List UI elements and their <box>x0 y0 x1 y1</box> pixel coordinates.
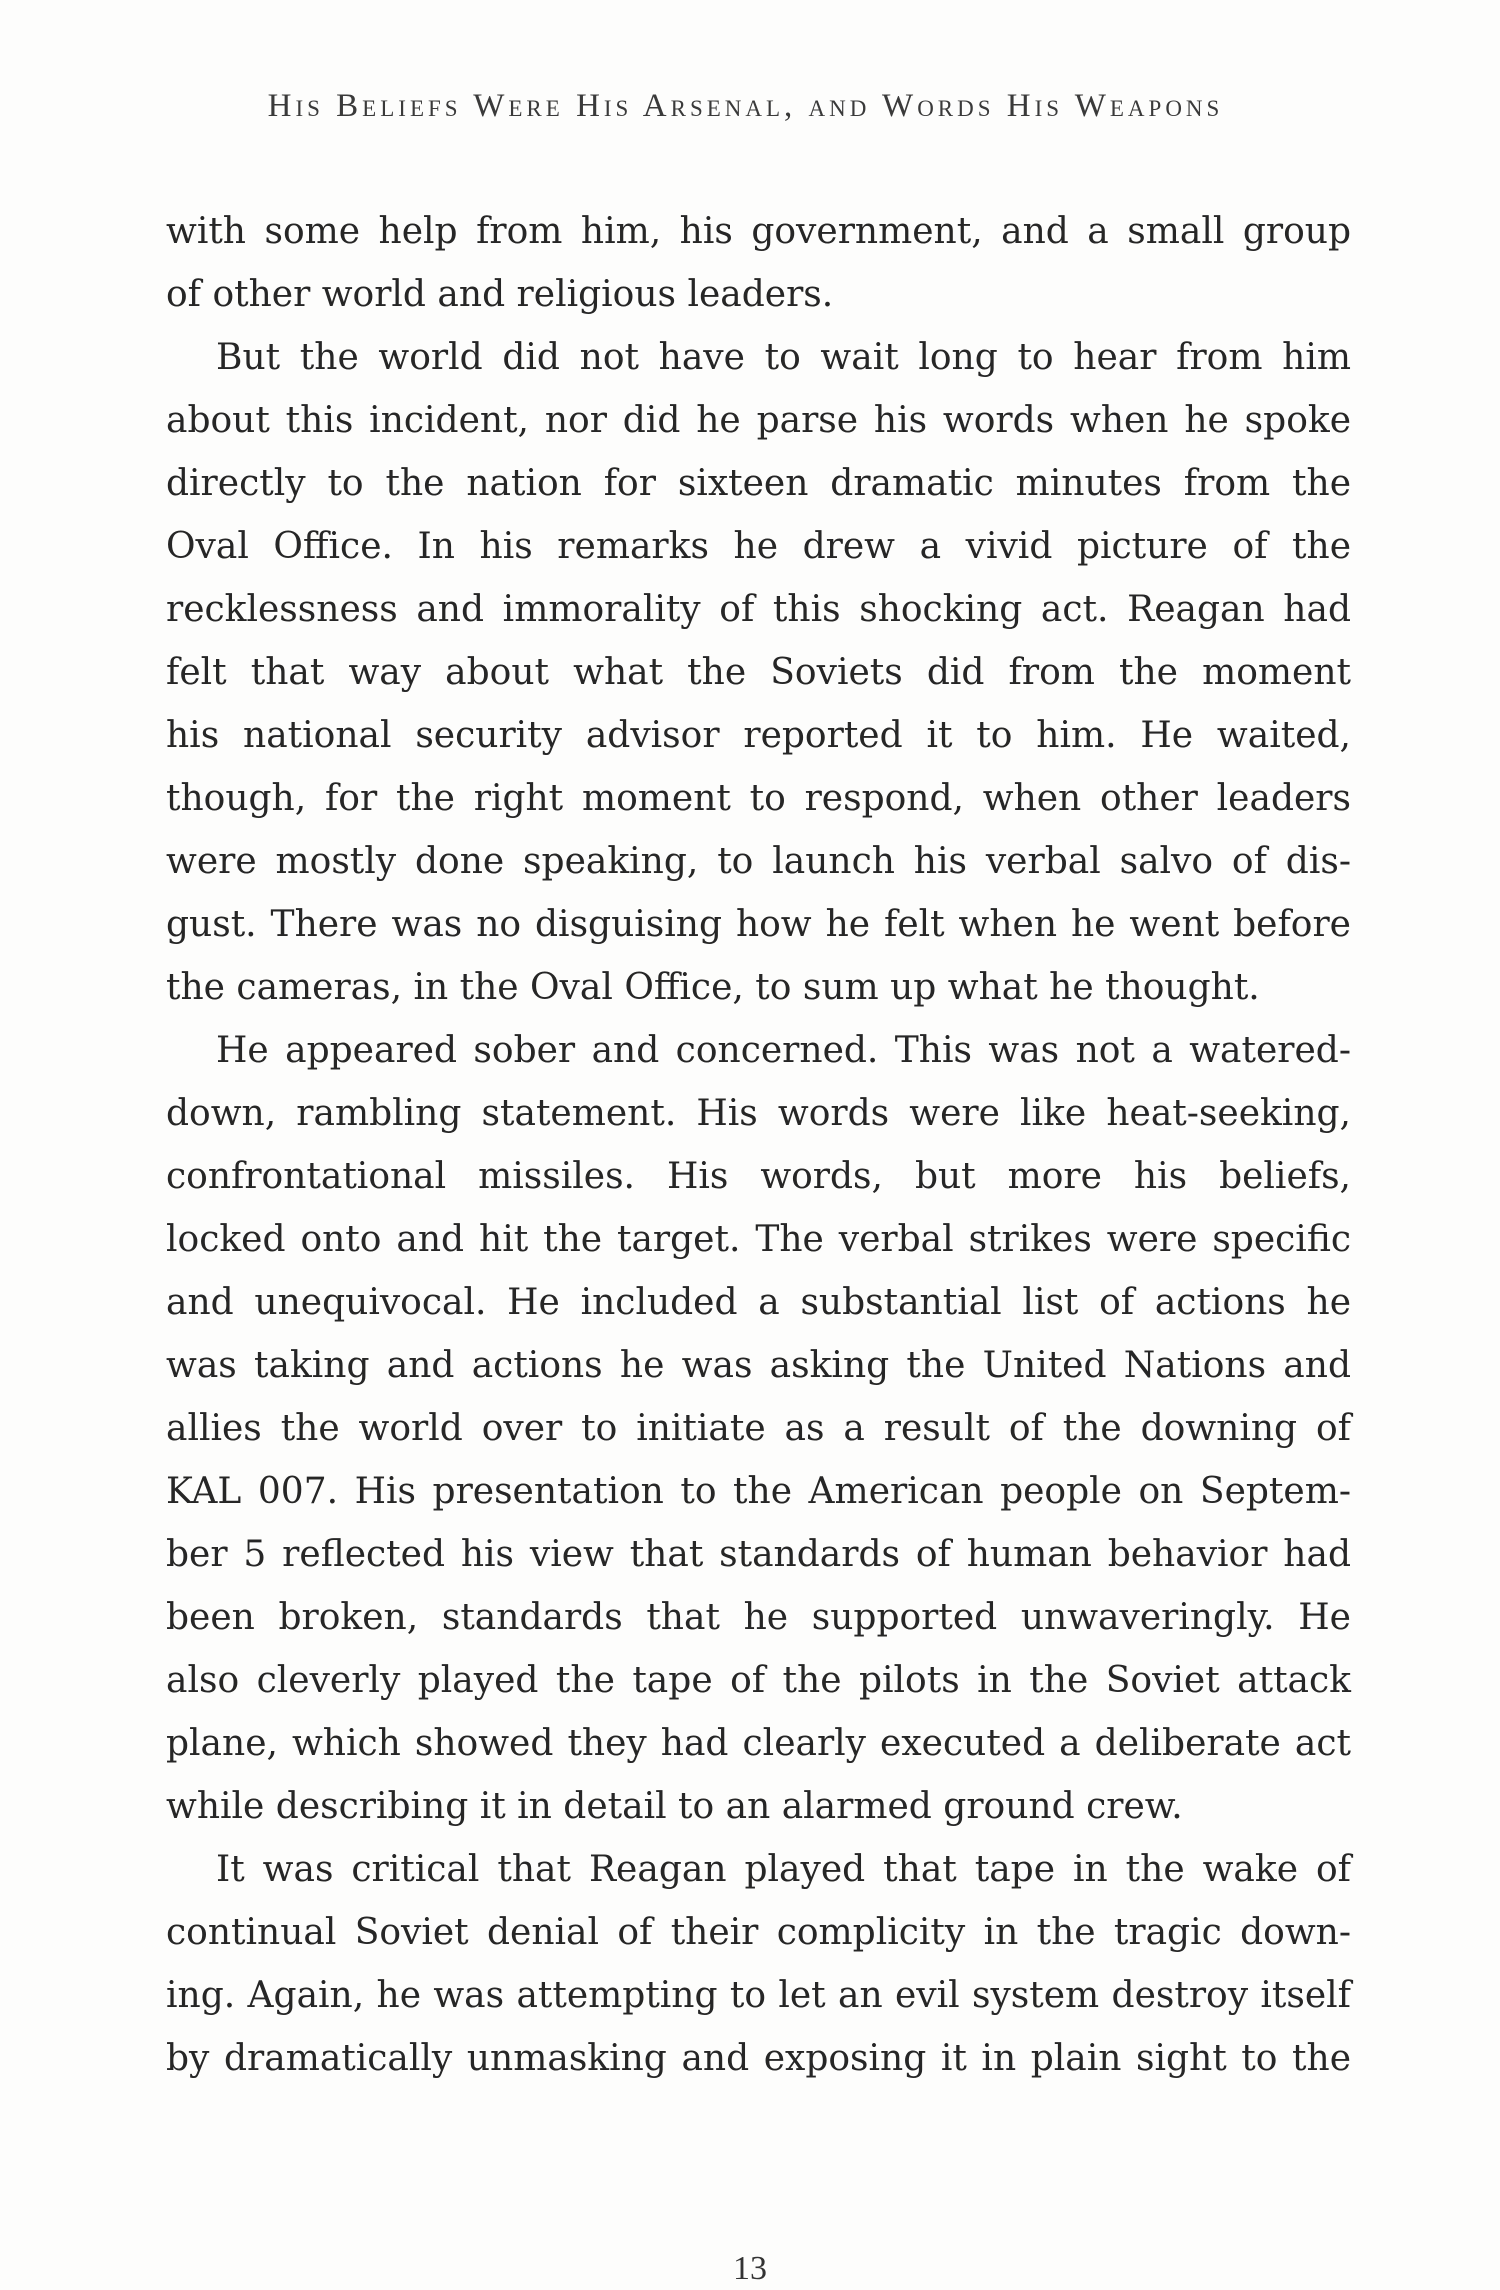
text-line: the cameras, in the Oval Office, to sum up what he thought. <box>166 967 1260 1008</box>
text-line: though, for the right moment to respond, when other leaders <box>166 778 1351 819</box>
text-line: But the world did not have to wait long to hear from him <box>216 337 1351 378</box>
text-line: been broken, standards that he supported unwaveringly. He <box>166 1597 1351 1638</box>
text-line: his national security advisor reported it to him. He waited, <box>166 715 1351 756</box>
text-line: He appeared sober and concerned. This was not a watered- <box>216 1030 1351 1071</box>
text-line: of other world and religious leaders. <box>166 274 834 315</box>
text-line: continual Soviet denial of their complicity in the tragic down- <box>166 1912 1351 1953</box>
text-line: down, rambling statement. His words were like heat-seeking, <box>166 1093 1351 1134</box>
text-line: and unequivocal. He included a substantial list of actions he <box>166 1282 1351 1323</box>
text-line: ber 5 reflected his view that standards of human behavior had <box>166 1534 1351 1575</box>
text-line: plane, which showed they had clearly executed a deliberate act <box>166 1723 1351 1764</box>
text-line: KAL 007. His presentation to the American people on Septem- <box>166 1471 1351 1512</box>
text-line: while describing it in detail to an alarmed ground crew. <box>166 1786 1183 1827</box>
text-line: recklessness and immorality of this shocking act. Reagan had <box>166 589 1351 630</box>
text-line: confrontational missiles. His words, but more his beliefs, <box>166 1156 1351 1197</box>
text-line: directly to the nation for sixteen dramatic minutes from the <box>166 463 1351 504</box>
text-line: locked onto and hit the target. The verbal strikes were specific <box>166 1219 1351 1260</box>
text-line: about this incident, nor did he parse his words when he spoke <box>166 400 1351 441</box>
text-line: were mostly done speaking, to launch his verbal salvo of dis- <box>166 841 1351 882</box>
running-head: His Beliefs Were His Arsenal, and Words His Weapons <box>267 88 1224 124</box>
text-line: with some help from him, his government, and a small group <box>166 211 1351 252</box>
text-line: It was critical that Reagan played that tape in the wake of <box>216 1849 1351 1890</box>
page-number: 13 <box>733 2250 767 2287</box>
text-line: by dramatically unmasking and exposing it in plain sight to the <box>166 2038 1351 2079</box>
body-text <box>166 200 1351 2090</box>
text-line: gust. There was no disguising how he felt when he went before <box>166 904 1351 945</box>
text-line: also cleverly played the tape of the pilots in the Soviet attack <box>166 1660 1351 1701</box>
text-line: felt that way about what the Soviets did from the moment <box>166 652 1351 693</box>
text-line: allies the world over to initiate as a result of the downing of <box>166 1408 1351 1449</box>
text-line: ing. Again, he was attempting to let an evil system destroy itself <box>166 1975 1351 2016</box>
text-line: Oval Office. In his remarks he drew a vivid picture of the <box>166 526 1351 567</box>
text-line: was taking and actions he was asking the United Nations and <box>166 1345 1351 1386</box>
